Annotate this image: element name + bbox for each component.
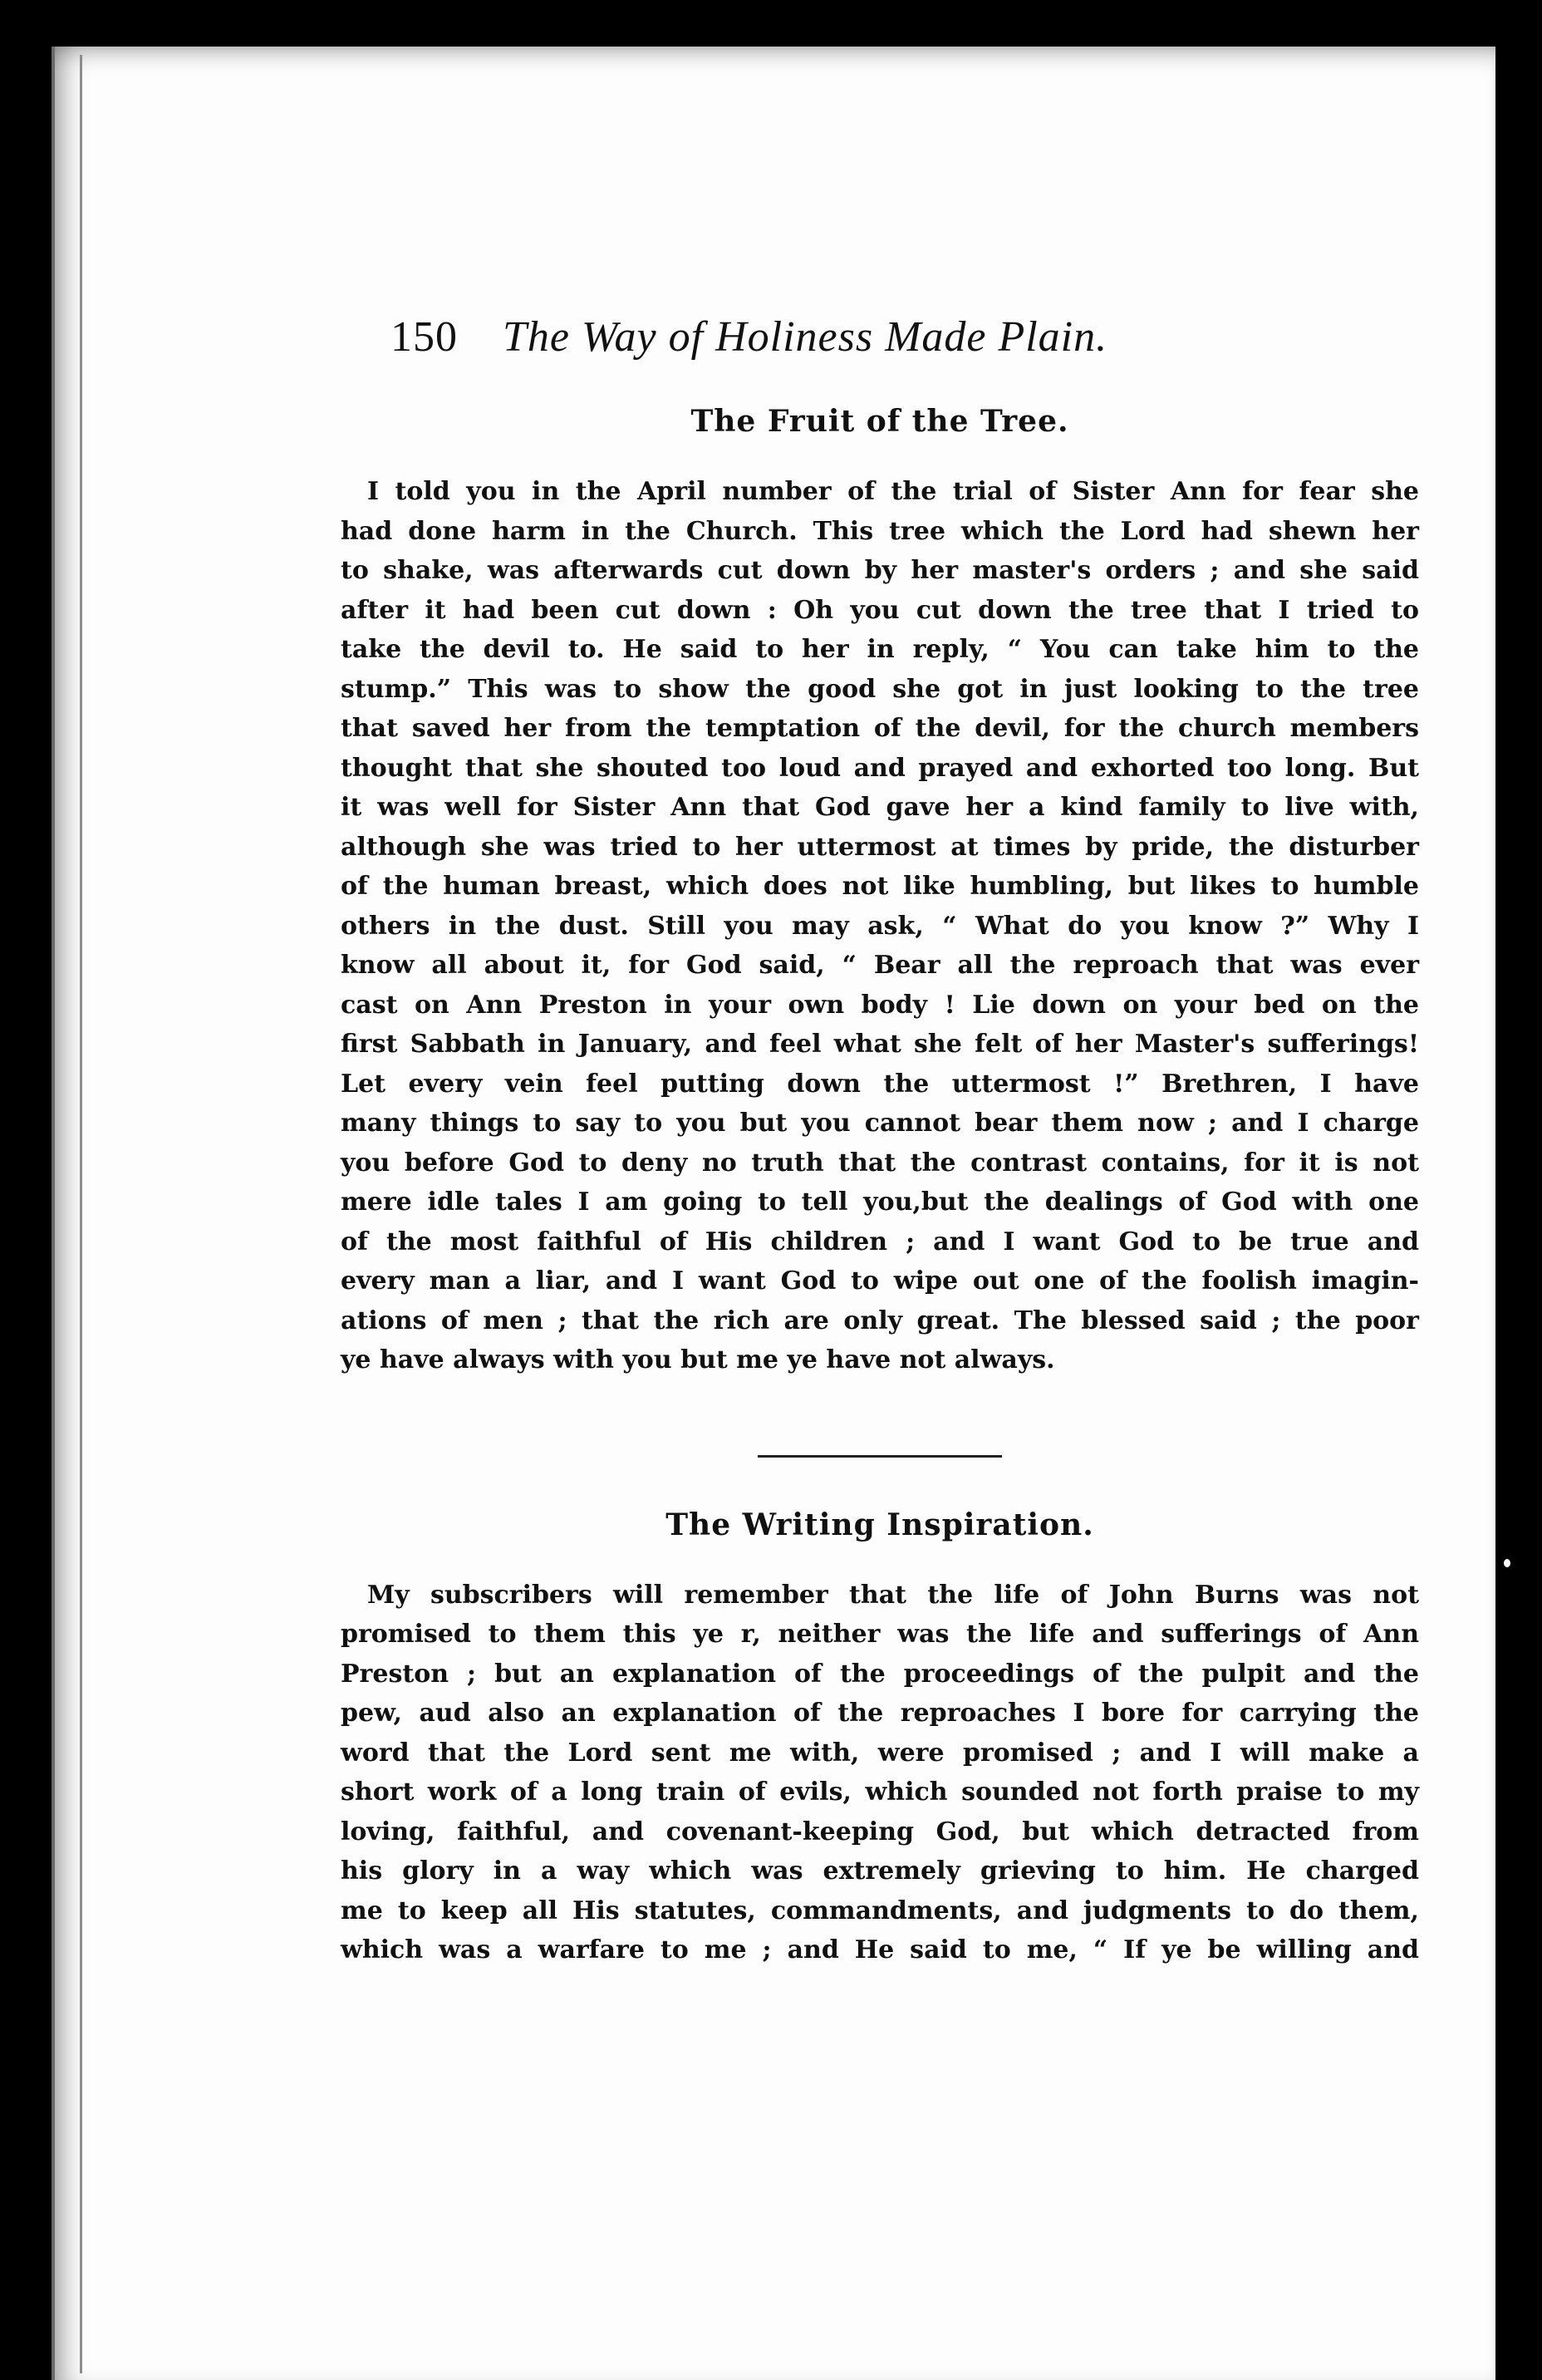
text-line: many things to say to you but you cannot bear them now ; and I charge bbox=[341, 1109, 1419, 1138]
text-line: of the human breast, which does not like humbling, but likes to humble bbox=[341, 872, 1419, 901]
section-title: The Fruit of the Tree. bbox=[690, 404, 1069, 439]
text-line: which was a warfare to me ; and He said to me, “ If ye be willing and bbox=[341, 1935, 1419, 1964]
text-line: others in the dust. Still you may ask, “ What do you know ?” Why I bbox=[341, 911, 1419, 941]
text-line: short work of a long train of evils, which sounded not forth praise to my bbox=[341, 1778, 1419, 1807]
text-line: My subscribers will remember that the life of John Burns was not bbox=[367, 1580, 1419, 1610]
book-title: The Way of Holiness Made Plain. bbox=[503, 313, 1108, 361]
text-line: promised to them this ye r, neither was the life and sufferings of Ann bbox=[341, 1620, 1419, 1649]
section-divider bbox=[758, 1455, 1002, 1458]
text-line: mere idle tales I am going to tell you,but the dealings of God with one bbox=[341, 1188, 1419, 1217]
running-head bbox=[390, 312, 1419, 396]
text-line: stump.” This was to show the good she got in just looking to the tree bbox=[341, 674, 1419, 704]
text-line: Let every vein feel putting down the uttermost !” Brethren, I have bbox=[341, 1069, 1419, 1099]
text-line: first Sabbath in January, and feel what she felt of her Master's sufferings! bbox=[341, 1030, 1419, 1059]
text-line: every man a liar, and I want God to wipe out one of the foolish imagin- bbox=[341, 1266, 1419, 1296]
section-title: The Writing Inspiration. bbox=[665, 1507, 1094, 1542]
section-body bbox=[341, 472, 1419, 1380]
text-line: ations of men ; that the rich are only great. The blessed said ; the poor bbox=[341, 1306, 1419, 1335]
text-line: thought that she shouted too loud and prayed and exhorted too long. But bbox=[341, 753, 1419, 783]
text-line: to shake, was afterwards cut down by her master's orders ; and she said bbox=[341, 556, 1419, 585]
text-line: cast on Ann Preston in your own body ! Lie down on your bed on the bbox=[341, 990, 1419, 1020]
text-line: although she was tried to her uttermost at times by pride, the disturber bbox=[341, 832, 1419, 862]
text-line: that saved her from the temptation of the devil, for the church members bbox=[341, 714, 1419, 743]
text-line: after it had been cut down : Oh you cut down the tree that I tried to bbox=[341, 595, 1419, 625]
section-body bbox=[341, 1576, 1419, 1970]
text-line: pew, aud also an explanation of the reproaches I bore for carrying the bbox=[341, 1699, 1419, 1728]
text-line: his glory in a way which was extremely grieving to him. He charged bbox=[341, 1856, 1419, 1886]
text-line: had done harm in the Church. This tree which the Lord had shewn her bbox=[341, 516, 1419, 546]
text-line: ye have always with you but me ye have not always. bbox=[341, 1345, 1055, 1374]
text-line: me to keep all His statutes, commandments, and judgments to do them, bbox=[341, 1896, 1419, 1925]
page-number: 150 bbox=[390, 313, 458, 361]
scan-speck bbox=[1504, 1559, 1510, 1567]
text-line: you before God to deny no truth that the contrast contains, for it is not bbox=[341, 1148, 1419, 1178]
text-line: it was well for Sister Ann that God gave her a kind family to live with, bbox=[341, 793, 1419, 822]
text-line: of the most faithful of His children ; and I want God to be true and bbox=[341, 1227, 1419, 1256]
text-line: word that the Lord sent me with, were promised ; and I will make a bbox=[341, 1738, 1419, 1768]
text-line: Preston ; but an explanation of the proceedings of the pulpit and the bbox=[341, 1659, 1419, 1689]
page-text-block bbox=[341, 312, 1419, 1970]
text-line: know all about it, for God said, “ Bear all the reproach that was ever bbox=[341, 951, 1419, 980]
text-line: I told you in the April number of the trial of Sister Ann for fear she bbox=[367, 477, 1419, 506]
binding-edge bbox=[80, 55, 82, 2373]
text-line: take the devil to. He said to her in reply, “ You can take him to the bbox=[341, 635, 1419, 664]
text-line: loving, faithful, and covenant-keeping God, but which detracted from bbox=[341, 1817, 1419, 1846]
